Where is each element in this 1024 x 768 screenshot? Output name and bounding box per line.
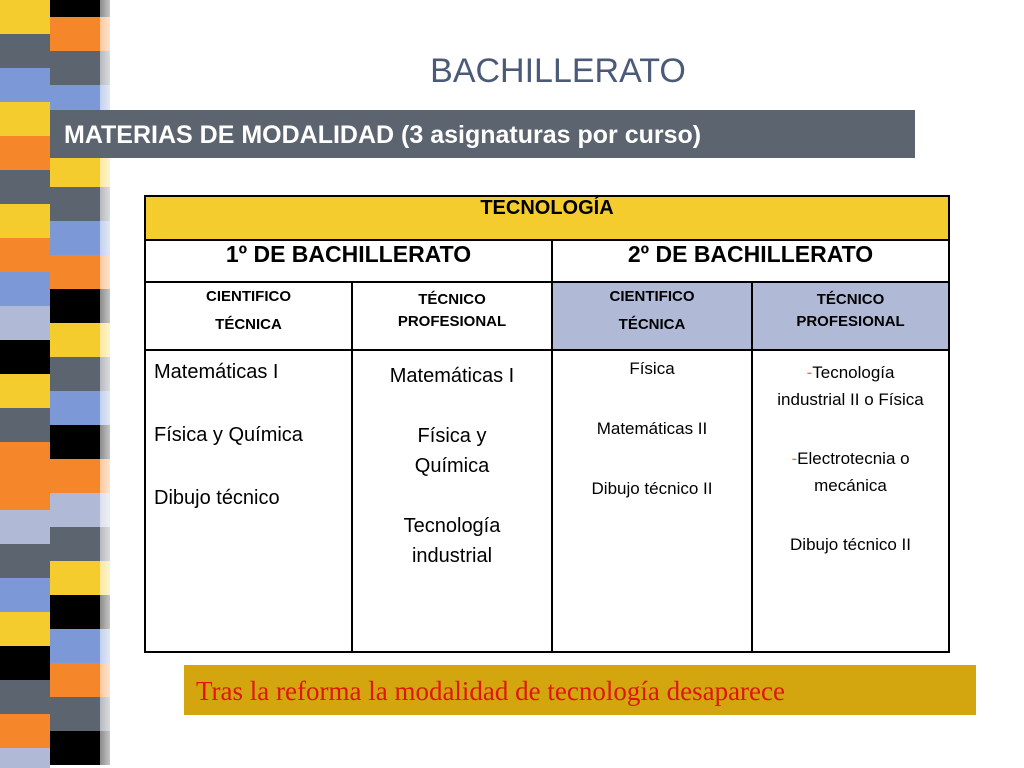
subject-item: Tecnología industrial bbox=[403, 515, 501, 567]
stripe-block bbox=[0, 204, 50, 238]
stripe-block bbox=[0, 646, 50, 680]
subjects-table bbox=[144, 195, 950, 653]
stripe-block bbox=[0, 306, 50, 340]
subject-item: Dibujo técnico II bbox=[790, 535, 911, 554]
stripe-block bbox=[0, 680, 50, 714]
subject-item: Física y Química bbox=[414, 425, 490, 477]
stripe-block bbox=[0, 612, 50, 646]
stripe-block bbox=[0, 340, 50, 374]
stripe-block bbox=[0, 0, 50, 34]
header-curso-1: 1º DE BACHILLERATO bbox=[145, 240, 552, 282]
stripe-block bbox=[0, 238, 50, 272]
subject-item: -Electrotecnia o mecánica bbox=[791, 449, 910, 495]
subheader-line: TÉCNICA bbox=[618, 316, 686, 333]
subjects-cell-4 bbox=[752, 350, 949, 652]
subject-item: Física y Química bbox=[154, 424, 303, 446]
header-curso-2: 2º DE BACHILLERATO bbox=[552, 240, 949, 282]
subheader-tecnico-profesional-1 bbox=[352, 282, 552, 350]
subjects-cell-2 bbox=[352, 350, 552, 652]
section-banner: MATERIAS DE MODALIDAD (3 asignaturas por curso) bbox=[50, 110, 915, 158]
subheader-text: TÉCNICO PROFESIONAL bbox=[796, 291, 905, 330]
subheader-tecnico-profesional-2 bbox=[752, 282, 949, 350]
subheader-line: TÉCNICA bbox=[215, 316, 282, 333]
subheader-cientifico-tecnica-2 bbox=[552, 282, 752, 350]
subject-item: Matemáticas II bbox=[596, 419, 708, 438]
stripe-block bbox=[0, 476, 50, 510]
stripe-block bbox=[0, 136, 50, 170]
stripe-block bbox=[0, 442, 50, 476]
subject-item: -Tecnología industrial II o Física bbox=[777, 363, 924, 409]
stripe-block bbox=[0, 272, 50, 306]
stripe-block bbox=[0, 748, 50, 768]
subjects-cell-1 bbox=[145, 350, 352, 652]
subheader-line: CIENTIFICO bbox=[609, 288, 695, 305]
subject-item: Matemáticas I bbox=[389, 365, 515, 387]
subject-item: Matemáticas I bbox=[154, 361, 279, 383]
bullet-dash: - bbox=[806, 363, 813, 382]
bullet-dash: - bbox=[791, 449, 798, 468]
stripe-block bbox=[0, 102, 50, 136]
subheader-cientifico-tecnica-1 bbox=[145, 282, 352, 350]
subject-item: Física bbox=[629, 359, 675, 378]
stripe-block bbox=[0, 714, 50, 748]
stripe-block bbox=[0, 408, 50, 442]
stripe-block bbox=[0, 578, 50, 612]
subheader-text: TÉCNICO PROFESIONAL bbox=[397, 291, 507, 330]
subheader-line: CIENTIFICO bbox=[206, 288, 291, 305]
subjects-cell-3 bbox=[552, 350, 752, 652]
subject-item: Dibujo técnico II bbox=[591, 479, 713, 498]
stripe-block bbox=[0, 374, 50, 408]
reform-note: Tras la reforma la modalidad de tecnología desaparece bbox=[184, 665, 976, 715]
stripe-block bbox=[0, 544, 50, 578]
stripe-block bbox=[0, 170, 50, 204]
stripe-block bbox=[0, 68, 50, 102]
stripe-block bbox=[0, 510, 50, 544]
subject-item: Dibujo técnico bbox=[154, 487, 280, 509]
page-title: BACHILLERATO bbox=[430, 52, 686, 90]
stripe-block bbox=[0, 34, 50, 68]
table-header-modalidad: TECNOLOGÍA bbox=[145, 196, 949, 240]
